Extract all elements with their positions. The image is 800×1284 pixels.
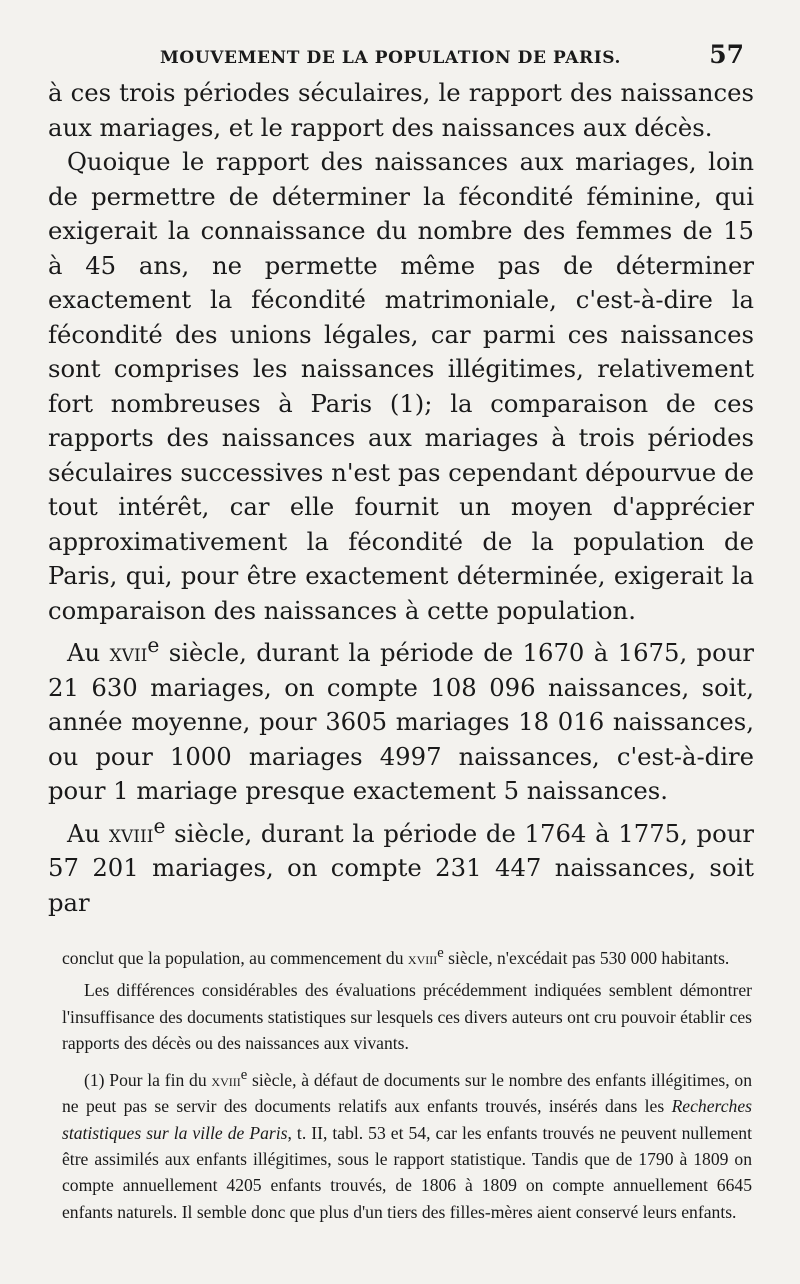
- footnote-text: , t. II, tabl. 53 et 54, car les enfants trouvés ne peuvent nullement être assimilés aux enfants illégitimes, sous le rapport statistique. Tandis que de 1790 à 1809 on compte annuellement 4205 enfants trouvés, de 1806 à 1809 on compte annuellement 6645 enfants naturels. Il semble donc que plus d'un tiers des filles-mères aient conservé leurs enfants.: [62, 1122, 752, 1222]
- century-superscript: e: [437, 945, 444, 962]
- paragraph-continuation: à ces trois périodes séculaires, le rapport des naissances aux mariages, et le rapport des naissances aux décès.: [48, 78, 754, 142]
- page-number: 57: [709, 40, 744, 69]
- century-numeral: xviii: [211, 1070, 241, 1091]
- cited-work-title: Recherches statistiques sur la ville de Paris: [62, 1096, 752, 1143]
- paragraph-xviiie-siecle: [48, 809, 754, 921]
- century-superscript: e: [240, 1067, 248, 1084]
- footnote-differences: Les différences considérables des évaluations précédemment indiquées semblent démontrer l'insuffisance des documents statistiques sur lesquels ces divers auteurs ont cru pouvoir établir ces rapports des décès ou des naissances aux vivants.: [62, 980, 752, 1053]
- footnote-continued: [62, 940, 752, 971]
- running-header: [48, 34, 754, 74]
- footnote-text: (1) Pour la fin du: [84, 1070, 212, 1091]
- paragraph-fecondite: Quoique le rapport des naissances aux mariages, loin de permettre de déterminer la fécondité féminine, qui exigerait la connaissance du nombre des femmes de 15 à 45 ans, ne permette même pas de déterminer exactement la fécondité matrimoniale, c'est-à-dire la fécondité des unions légales, car parmi ces naissances sont comprises les naissances illégitimes, relativement fort nombreuses à Paris (1); la comparaison de ces rapports des naissances aux mariages à trois périodes séculaires successives n'est pas cependant dépourvue de tout intérêt, car elle fournit un moyen d'apprécier approximativement la fécondité de la population de Paris, qui, pour être exactement déterminée, exigerait la comparaison des naissances à cette population.: [48, 147, 754, 625]
- paragraph-lead: Au: [67, 638, 110, 668]
- footnote-text: siècle, n'excédait pas 530 000 habitants.: [443, 948, 730, 969]
- century-numeral: xviii: [108, 818, 154, 848]
- paragraph-rest: siècle, durant la période de 1670 à 1675, pour 21 630 mariages, on compte 108 096 naissances, soit, année moyenne, pour 3605 mariages 18 016 naissances, ou pour 1000 mariages 4997 naissances, c'est-à-dire pour 1 mariage presque exactement 5 naissances.: [48, 638, 754, 806]
- footnote-1: [62, 1062, 752, 1225]
- footnote-text: conclut que la population, au commencement du: [62, 948, 408, 969]
- century-superscript: e: [153, 813, 166, 838]
- running-title: MOUVEMENT DE LA POPULATION DE PARIS.: [160, 48, 622, 68]
- main-text: [48, 76, 754, 920]
- paragraph-rest: siècle, durant la période de 1764 à 1775, pour 57 201 mariages, on compte 231 447 naissances, soit par: [48, 818, 754, 917]
- century-numeral: xviii: [407, 948, 438, 969]
- century-numeral: xvii: [109, 638, 148, 668]
- paragraph-xviie-siecle: [48, 628, 754, 809]
- paragraph-lead: Au: [67, 818, 109, 848]
- century-superscript: e: [147, 633, 160, 657]
- footnotes: [48, 940, 754, 1225]
- footnote-text: siècle, à défaut de documents sur le nombre des enfants illégitimes, on ne peut pas se servir des documents relatifs aux enfants trouvés, insérés dans les: [62, 1070, 752, 1117]
